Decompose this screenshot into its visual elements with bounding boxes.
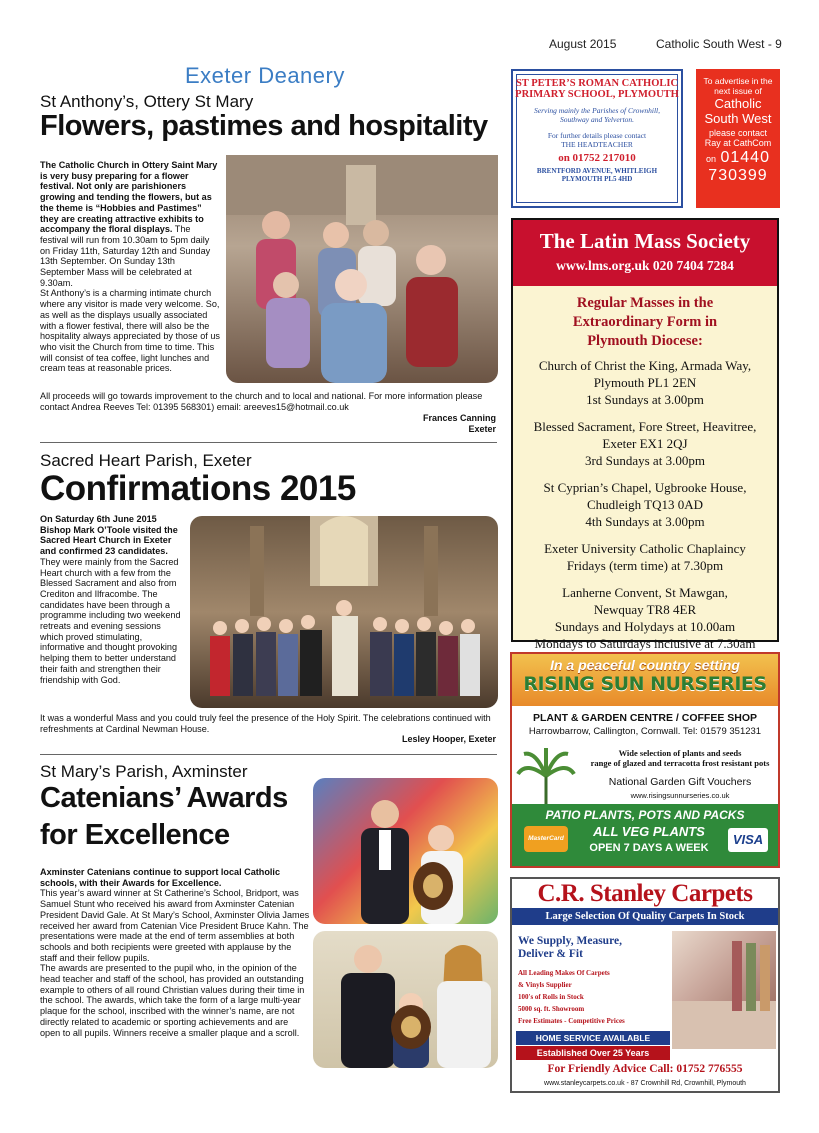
award-photo-axminster xyxy=(313,931,498,1068)
lms-entry-time: Mondays to Saturdays inclusive at 7.30am xyxy=(534,636,756,651)
story1-body3: All proceeds will go towards improvement to the church and to local and national. For more information please contact Andrea Reeves Tel: 01395 568301) email: areeves15@hotmail.co.uk xyxy=(40,391,483,412)
advertise-line6: Ray at CathCom xyxy=(704,138,772,148)
story2-body2: It was a wonderful Mass and you could truly feel the presence of the Holy Spirit. The celebrations continued with refreshments at Cardinal Newman House. xyxy=(40,713,491,734)
lms-entry-place: Lanherne Convent, St Mawgan, xyxy=(562,585,728,600)
palm-plant-icon xyxy=(516,746,576,806)
lms-entry-time: Fridays (term time) at 7.30pm xyxy=(566,558,724,573)
mastercard-logo: MasterCard xyxy=(524,826,568,852)
story1-byline xyxy=(300,413,496,435)
carpet-showroom-photo xyxy=(672,931,776,1049)
award-photo-bridport xyxy=(313,778,498,924)
story1-place: Exeter xyxy=(468,424,496,434)
publication-page: Catholic South West - 9 xyxy=(656,37,782,51)
stanley-banner: Large Selection Of Quality Carpets In Stock xyxy=(512,908,778,925)
stanley-feature: 100's of Rolls in Stock xyxy=(518,993,584,1001)
rising-sun-wide xyxy=(582,748,778,768)
story2-kicker: Sacred Heart Parish, Exeter xyxy=(40,451,252,470)
story2-body-column xyxy=(40,514,186,685)
lms-entry-time: 1st Sundays at 3.00pm xyxy=(586,392,704,407)
story3-body-column xyxy=(40,867,310,1038)
st-peters-school-ad[interactable] xyxy=(511,69,683,208)
story2-headline: Confirmations 2015 xyxy=(40,469,356,508)
confirmation-group-photo xyxy=(190,516,498,708)
story1-headline: Flowers, pastimes and hospitality xyxy=(40,110,488,142)
lms-entry-place: Church of Christ the King, Armada Way, xyxy=(538,358,752,373)
lms-entry-address: Newquay TR8 4ER xyxy=(593,602,697,617)
stanley-carpets-ad[interactable] xyxy=(510,877,780,1093)
advertise-phone-part1: 01440 xyxy=(720,149,770,166)
flower-festival-photo xyxy=(226,155,498,383)
school-name-line2: PRIMARY SCHOOL, PLYMOUTH xyxy=(515,89,679,100)
advertise-line5: please contact xyxy=(708,128,768,138)
advertise-line2: next issue of xyxy=(714,86,762,96)
section-title: Exeter Deanery xyxy=(185,63,345,88)
lms-entry-time: 4th Sundays at 3.00pm xyxy=(585,514,705,529)
stanley-feature: & Vinyls Supplier xyxy=(518,981,572,989)
advertise-line1: To advertise in the xyxy=(703,76,773,86)
lms-entry xyxy=(513,479,777,530)
story2-lead: On Saturday 6th June 2015 Bishop Mark O’Toole visited the Sacred Heart Church in Exeter and confirmed 23 candidates. xyxy=(40,514,178,557)
school-phone: on 01752 217010 xyxy=(558,152,636,164)
stanley-features xyxy=(518,967,668,1027)
story3-kicker: St Mary’s Parish, Axminster xyxy=(40,762,248,781)
rising-sun-footer xyxy=(512,804,778,866)
lms-entry-place: Exeter University Catholic Chaplaincy xyxy=(544,541,746,556)
rising-sun-sub: PLANT & GARDEN CENTRE / COFFEE SHOP xyxy=(532,712,757,724)
divider xyxy=(40,442,497,443)
stanley-web: www.stanleycarpets.co.uk - 87 Crownhill Rd, Crownhill, Plymouth xyxy=(544,1080,746,1087)
lms-entry-place: St Cyprian’s Chapel, Ugbrooke House, xyxy=(543,480,747,495)
rising-sun-open: OPEN 7 DAYS A WEEK xyxy=(589,842,709,854)
advertise-line3: Catholic xyxy=(714,96,762,111)
rising-sun-web: www.risingsunnurseries.co.uk xyxy=(630,791,730,800)
school-details-line2: THE HEADTEACHER xyxy=(561,140,633,149)
story3-lead: Axminster Catenians continue to support local Catholic schools, with their Awards for Excellence. xyxy=(40,867,281,888)
visa-logo: VISA xyxy=(728,828,768,852)
stanley-feature: All Leading Makes Of Carpets xyxy=(518,969,610,977)
lms-entry-time: 3rd Sundays at 3.00pm xyxy=(585,453,705,468)
lms-title: The Latin Mass Society xyxy=(539,229,751,253)
story1-body2: St Anthony’s is a charming intimate church where any visitor is made very welcome. So, as well as the displays usually associated with a flower festival, there will also be the hospitality always appreciated by those of us who visit the Church from time to time. This will consist of tea coffee, light lunches and cream teas at reasonable prices. xyxy=(40,288,220,374)
advertise-phone-part2: 730399 xyxy=(708,167,768,184)
lms-web-phone: www.lms.org.uk 020 7404 7284 xyxy=(556,258,734,273)
rising-sun-veg: ALL VEG PLANTS xyxy=(593,824,705,839)
stanley-established: Established Over 25 Years xyxy=(516,1046,670,1060)
story1-body-column xyxy=(40,160,220,374)
stanley-name: C.R. Stanley Carpets xyxy=(537,880,753,907)
school-details-line1: For further details please contact xyxy=(547,131,647,140)
story2-byline: Lesley Hooper, Exeter xyxy=(401,734,496,744)
lms-heading-line1: Regular Masses in the xyxy=(576,295,714,311)
rising-sun-wide-line2: range of glazed and terracotta frost resistant pots xyxy=(590,758,770,768)
lms-entry xyxy=(513,357,777,408)
lms-heading-line3: Plymouth Diocese: xyxy=(587,333,703,349)
stanley-supply-line1: We Supply, Measure, xyxy=(518,935,622,947)
story3-body2: The awards are presented to the pupil who, in the opinion of the head teacher and staff of the school, has provided an outstanding example to others of all round Christian values during their time in the school. The awards, which take the form of a large multi-year plaque for the school, inscribed with the winner’s name, are not directly related to academic or sporting achievements and are open to all pupils. Winners receive a smaller plaque and a scroll. xyxy=(40,963,305,1038)
story2-body1: They were mainly from the Sacred Heart church with a few from the Blessed Sacrament and also from Crediton and Ilfracombe. The candidates have been through a programme including two weekend retreats and evening sessions which proved stimulating, informative and thought provoking helping them to better understand their faith and strengthen their friendship with God. xyxy=(40,556,181,685)
rising-sun-address: Harrowbarrow, Callington, Cornwall. Tel: 01579 351231 xyxy=(528,726,762,737)
school-address-line1: BRENTFORD AVENUE, WHITLEIGH xyxy=(536,167,658,175)
story3-headline-line1: Catenians’ Awards xyxy=(40,782,288,814)
lms-header xyxy=(513,220,777,286)
stanley-supply xyxy=(518,935,668,961)
rising-sun-name: RISING SUN NURSERIES xyxy=(523,673,767,695)
school-serving-line1: Serving mainly the Parishes of Crownhill, xyxy=(534,106,660,115)
school-name-line1: ST PETER’S ROMAN CATHOLIC xyxy=(515,78,679,89)
story1-body1: The festival will run from 10.30am to 5pm daily on Friday 11th, Saturday 12th and Sunday 13th September. On Sunday 13th September Mass will be celebrated at 9.30am. xyxy=(40,224,211,288)
story3-body1: This year’s award winner at St Catherine’s School, Bridport, was Samuel Stunt who received his award from Axminster Catenian President David Gale. At St Mary’s School, Axminster Olivia James received her award from Catenian Vice President Bruce Kahn. The presentations were made at the end of term assemblies at both schools and both recipients were greeted with applause by the staff and their fellow pupils. xyxy=(40,888,310,963)
school-serving-line2: Southway and Yelverton. xyxy=(559,115,635,124)
lms-entry xyxy=(513,584,777,652)
latin-mass-society-ad[interactable] xyxy=(511,218,779,651)
rising-sun-patio: PATIO PLANTS, POTS AND PACKS xyxy=(545,808,745,822)
advertise-phone-row xyxy=(696,149,780,167)
school-address-line2: PLYMOUTH PL5 4HD xyxy=(561,175,633,183)
story1-kicker: St Anthony’s, Ottery St Mary xyxy=(40,92,254,111)
stanley-supply-line2: Deliver & Fit xyxy=(518,948,583,960)
story3-headline xyxy=(40,780,288,854)
lms-entry-address: Chudleigh TQ13 0AD xyxy=(586,497,704,512)
issue-date: August 2015 xyxy=(549,37,617,51)
lms-entries xyxy=(513,357,777,652)
story3-headline-line2: for Excellence xyxy=(40,819,230,851)
stanley-home-service: HOME SERVICE AVAILABLE xyxy=(516,1031,670,1045)
rising-sun-tagline: In a peaceful country setting xyxy=(550,657,740,673)
lms-entry xyxy=(513,540,777,574)
divider xyxy=(40,754,497,755)
lms-entry-place: Blessed Sacrament, Fore Street, Heavitree, xyxy=(533,419,757,434)
stanley-feature: 5000 sq. ft. Showroom xyxy=(518,1005,585,1013)
stanley-feature: Free Estimates - Competitive Prices xyxy=(518,1017,625,1025)
rising-sun-nurseries-ad[interactable] xyxy=(510,652,780,868)
rising-sun-banner xyxy=(512,654,778,706)
rising-sun-wide-line1: Wide selection of plants and seeds xyxy=(618,748,742,758)
lms-heading xyxy=(513,294,777,351)
lms-heading-line2: Extraordinary Form in xyxy=(572,314,718,330)
advertise-here-box[interactable] xyxy=(696,69,780,208)
story1-author: Frances Canning xyxy=(422,413,496,423)
lms-entry-address: Plymouth PL1 2EN xyxy=(593,375,697,390)
story1-lead: The Catholic Church in Ottery Saint Mary is very busy preparing for a flower festival. Not only are parishioners growing and tending the flowers, but as the theme is “Hobbies and Pastimes” they are creating attractive exhibits to accompany the floral displays. xyxy=(40,160,218,235)
lms-entry-address: Exeter EX1 2QJ xyxy=(602,436,688,451)
rising-sun-vouchers: National Garden Gift Vouchers xyxy=(608,776,752,788)
stanley-advice: For Friendly Advice Call: 01752 776555 xyxy=(547,1063,743,1075)
advertise-line4: South West xyxy=(704,111,772,126)
advertise-on: on xyxy=(706,154,717,164)
lms-entry-time: Sundays and Holydays at 10.00am xyxy=(554,619,736,634)
lms-entry xyxy=(513,418,777,469)
